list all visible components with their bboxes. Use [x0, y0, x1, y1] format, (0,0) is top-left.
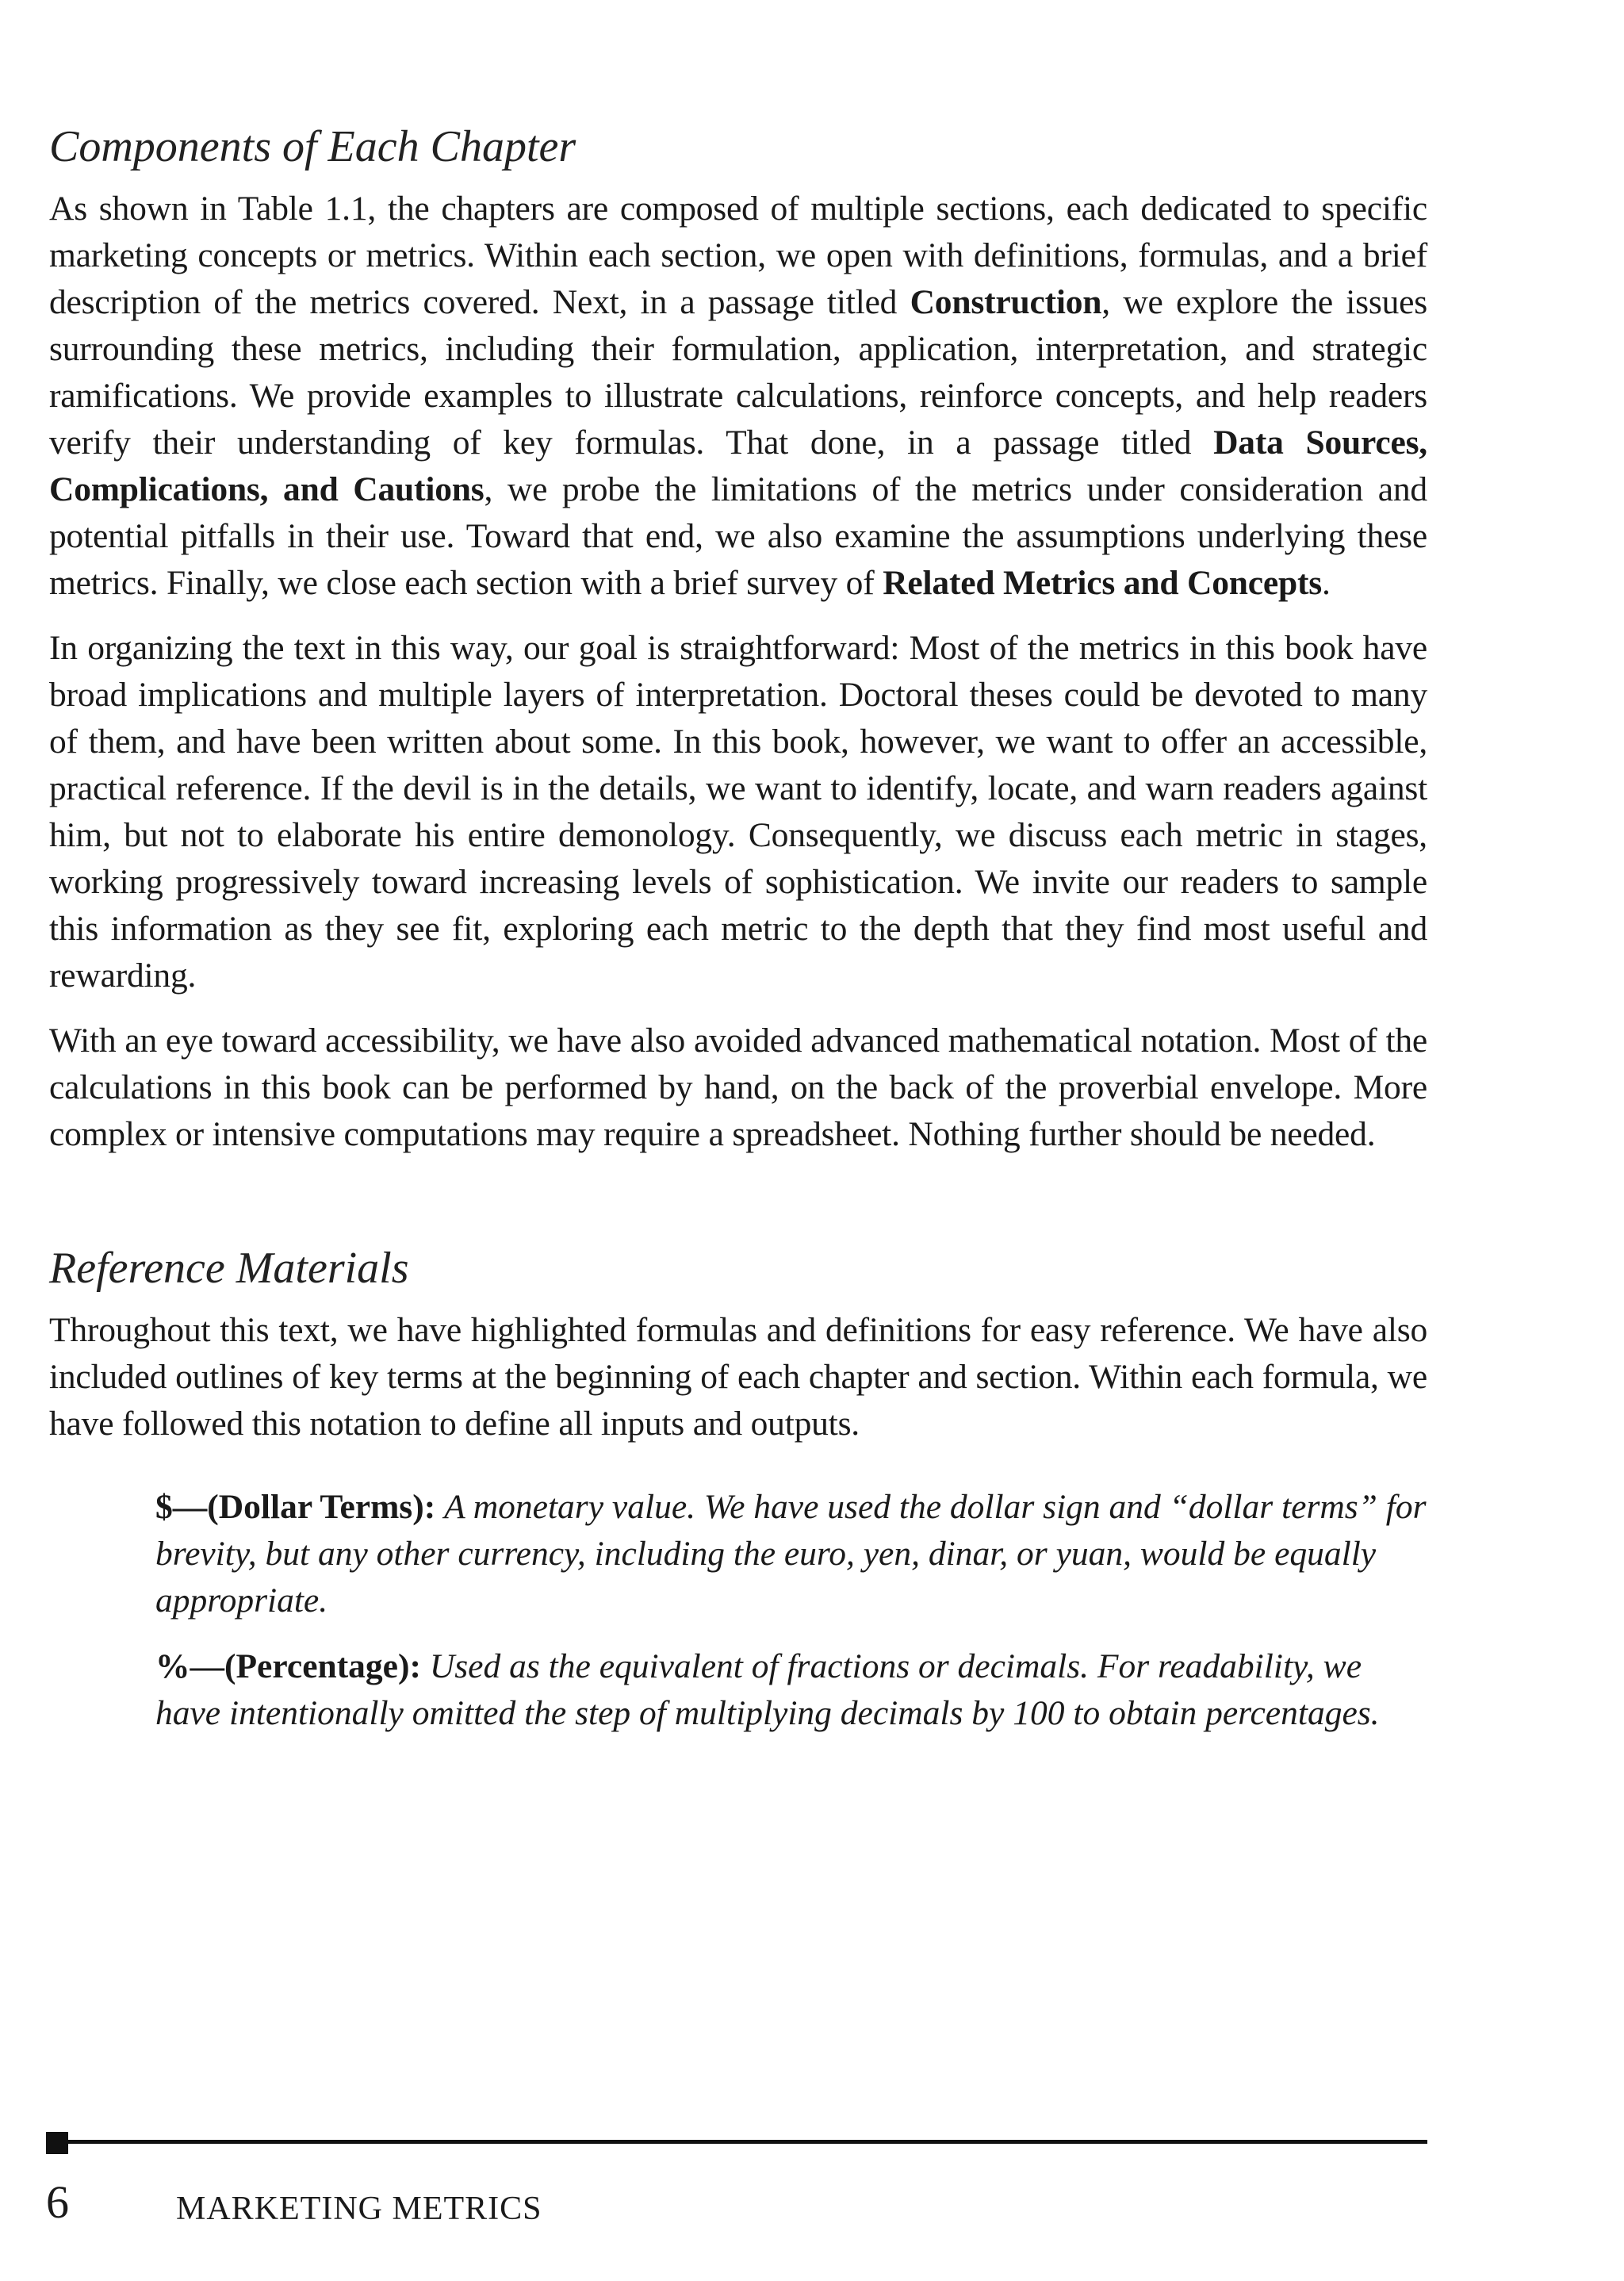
paragraph-reference-intro: Throughout this text, we have highlighted formulas and definitions for easy reference. We have also included outlines of key terms at the beginning of each chapter and section. Within each formula, we have followed this notation to define all inputs and outputs. [49, 1311, 1427, 1443]
footer-divider [49, 2140, 1427, 2144]
definition-term: %—(Percentage): [155, 1647, 421, 1685]
paragraph-organizing: In organizing the text in this way, our goal is straightforward: Most of the metrics in this book have broad implications and multiple layers of interpretation. Doctoral theses could be devoted to many of them, and have been written about some. In this book, however, we want to offer an accessible, practical reference. If the devil is in the details, we want to identify, locate, and warn readers against him, but not to elaborate his entire demonology. Consequently, we discuss each metric in stages, working progressively toward increasing levels of sophistication. We invite our readers to sample this information as they see fit, exploring each metric to the depth that they find most useful and rewarding. [49, 629, 1427, 995]
running-footer-title: MARKETING METRICS [176, 2191, 542, 2227]
paragraph-components-intro [49, 186, 1427, 607]
paragraph-accessibility: With an eye toward accessibility, we have also avoided advanced mathematical notation. Most of the calculations in this book can be performed by hand, on the back of the proverbial envelope. More complex or intensive computations may require a spreadsheet. Nothing further should be needed. [49, 1022, 1427, 1153]
page-number: 6 [46, 2176, 69, 2228]
section-heading-components: Components of Each Chapter [49, 122, 576, 171]
definition-percentage [155, 1643, 1427, 1737]
text-run: , we explore the issues surrounding these metrics, including their formulation, application, interpretation, and strategic ramifications. We provide examples to illustrate calculations, reinforce concepts, and help readers verify their understanding of key formulas. That done, in a passage titled [49, 283, 1427, 462]
bold-term-construction: Construction [910, 283, 1102, 321]
definition-description: A monetary value. We have used the dollar sign and “dollar terms” for brevity, but any other currency, including the euro, yen, dinar, or yuan, would be equally appropriate. [155, 1488, 1427, 1620]
section-heading-reference: Reference Materials [49, 1244, 409, 1293]
text-run: . [1321, 564, 1331, 602]
definition-description: Used as the equivalent of fractions or decimals. For readability, we have intentionally omitted the step of multiplying decimals by 100 to obtain percentages. [155, 1647, 1380, 1732]
definition-dollar-terms [155, 1484, 1427, 1624]
text-run: As shown in Table 1.1, the chapters are composed of multiple sections, each dedicated to specific marketing concepts or metrics. Within each section, we open with definitions, formulas, and a brief description of the metrics covered. Next, in a passage titled [49, 190, 1427, 321]
text-run: , we probe the limitations of the metrics under consideration and potential pitfalls in their use. Toward that end, we also examine the assumptions underlying these metrics. Finally, we close each section with a brief survey of [49, 470, 1427, 602]
bold-term-related-metrics: Related Metrics and Concepts [883, 564, 1322, 602]
page-content [49, 119, 1427, 1737]
bold-term-data-sources: Data Sources, Complications, and Cautions [49, 424, 1427, 508]
definition-term: $—(Dollar Terms): [155, 1488, 436, 1526]
